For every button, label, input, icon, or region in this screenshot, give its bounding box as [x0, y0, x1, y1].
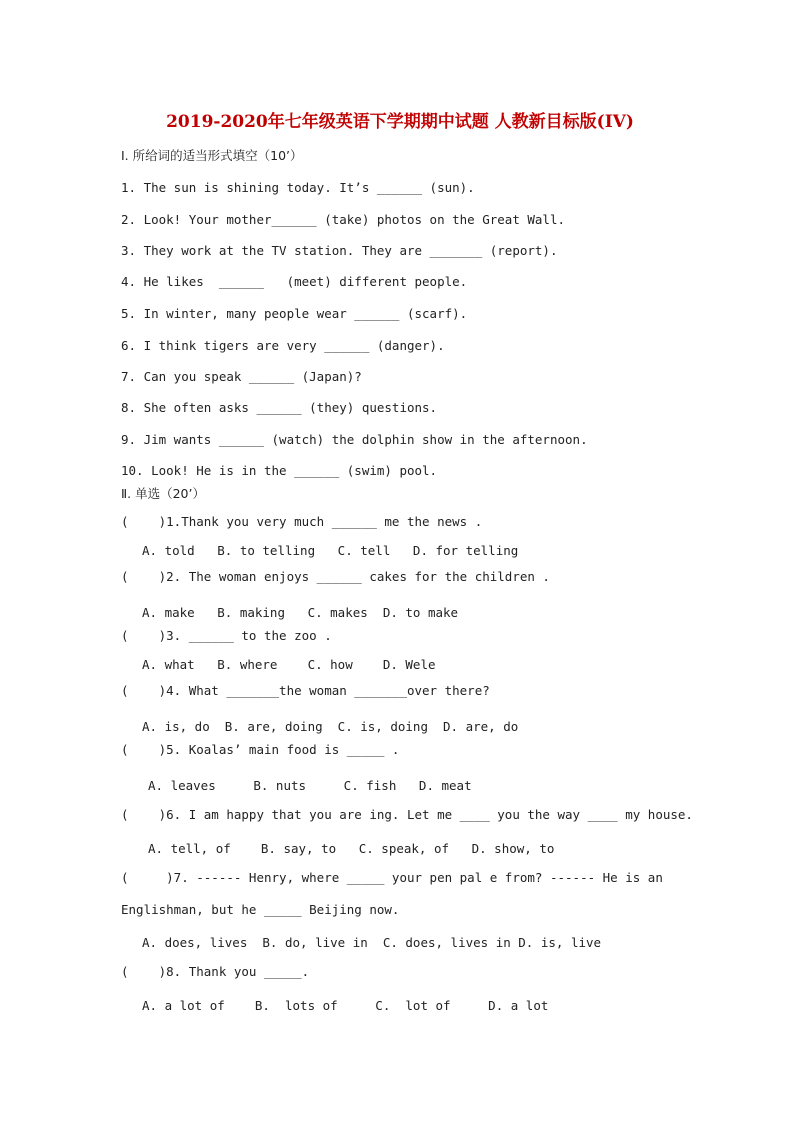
section2-heading: Ⅱ. 单选（20’） — [121, 486, 205, 501]
fill-item-4: 4. He likes ______ (meet) different people. — [121, 274, 468, 289]
fill-item-6: 6. I think tigers are very ______ (danger). — [121, 338, 445, 353]
mc-question-4: ( )4. What _______the woman _______over there? — [121, 683, 490, 698]
mc-question-5: ( )5. Koalas’ main food is _____ . — [121, 742, 400, 757]
mc-question-2: ( )2. The woman enjoys ______ cakes for the children . — [121, 569, 550, 584]
mc-options-2: A. make B. making C. makes D. to make — [142, 605, 459, 620]
mc-question-3: ( )3. ______ to the zoo . — [121, 628, 332, 643]
mc-question-7: ( )7. ------ Henry, where _____ your pen pal e from? ------ He is an — [121, 870, 663, 885]
mc-question-8: ( )8. Thank you _____. — [121, 964, 310, 979]
fill-item-7: 7. Can you speak ______ (Japan)? — [121, 369, 362, 384]
mc-question-1: ( )1.Thank you very much ______ me the news . — [121, 514, 483, 529]
mc-options-8: A. a lot of B. lots of C. lot of D. a lot — [142, 998, 549, 1013]
fill-item-8: 8. She often asks ______ (they) questions. — [121, 400, 438, 415]
fill-item-10: 10. Look! He is in the ______ (swim) pool. — [121, 463, 438, 478]
fill-item-2: 2. Look! Your mother______ (take) photos on the Great Wall. — [121, 212, 566, 227]
mc-question-7-continued: Englishman, but he _____ Beijing now. — [121, 902, 400, 917]
fill-item-1: 1. The sun is shining today. It’s ______ (sun). — [121, 180, 475, 195]
mc-options-7: A. does, lives B. do, live in C. does, lives in D. is, live — [142, 935, 602, 950]
fill-item-3: 3. They work at the TV station. They are _______ (report). — [121, 243, 558, 258]
mc-options-3: A. what B. where C. how D. Wele — [142, 657, 436, 672]
fill-item-9: 9. Jim wants ______ (watch) the dolphin show in the afternoon. — [121, 432, 588, 447]
mc-question-6: ( )6. I am happy that you are ing. Let me ____ you the way ____ my house. — [121, 807, 693, 822]
page-title: 2019-2020年七年级英语下学期期中试题 人教新目标版(IV) — [166, 112, 634, 132]
mc-options-5: A. leaves B. nuts C. fish D. meat — [148, 778, 472, 793]
mc-options-4: A. is, do B. are, doing C. is, doing D. are, do — [142, 719, 519, 734]
mc-options-6: A. tell, of B. say, to C. speak, of D. show, to — [148, 841, 555, 856]
mc-options-1: A. told B. to telling C. tell D. for telling — [142, 543, 519, 558]
section1-heading: Ⅰ. 所给词的适当形式填空（10’） — [121, 148, 303, 163]
fill-item-5: 5. In winter, many people wear ______ (scarf). — [121, 306, 468, 321]
